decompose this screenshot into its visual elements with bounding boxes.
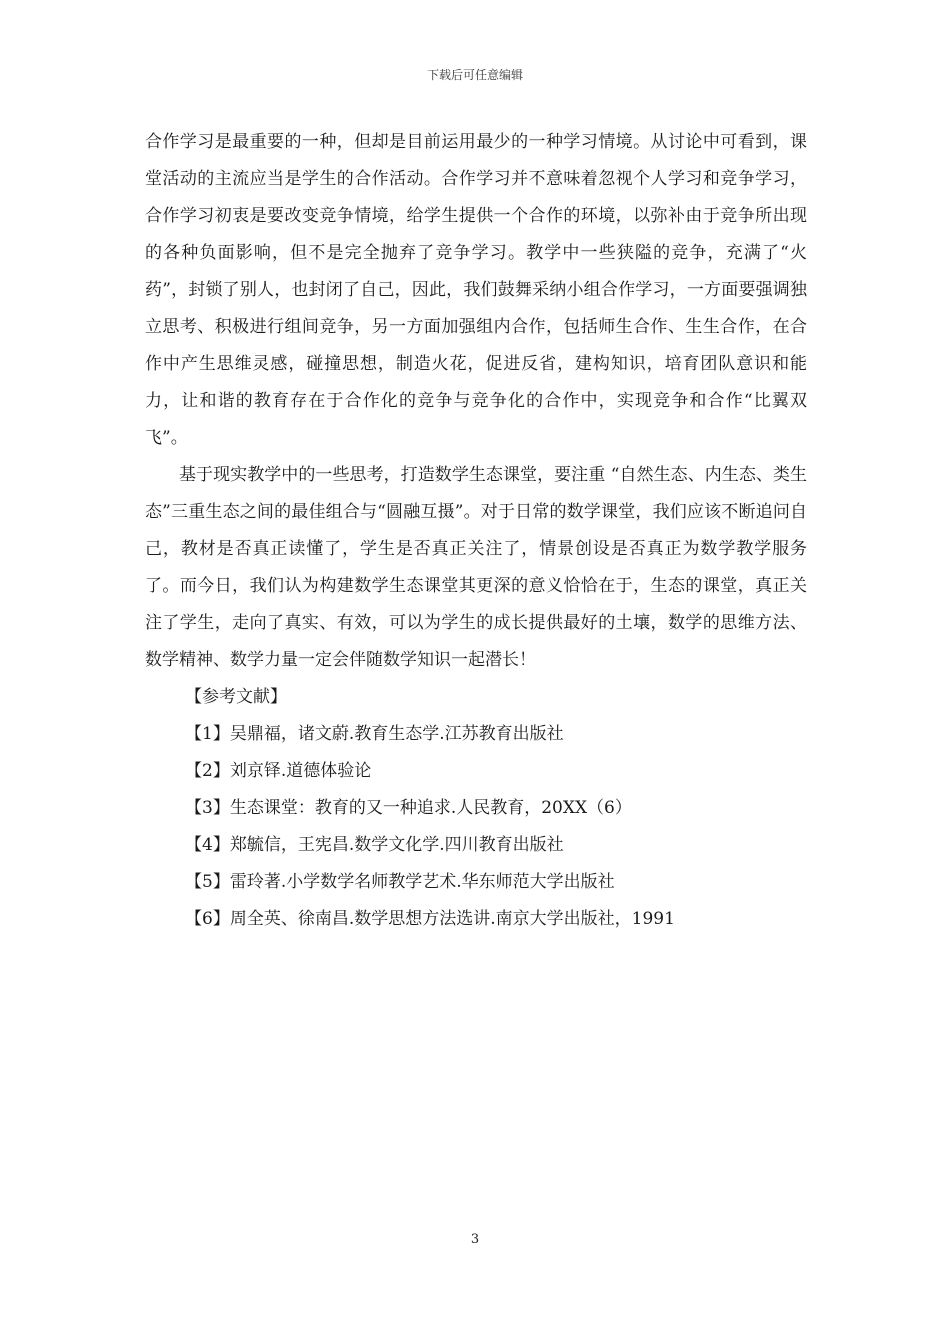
reference-item-6: 【6】周全英、徐南昌.数学思想方法选讲.南京大学出版社，1991 [185, 909, 675, 929]
reference-item-1: 【1】吴鼎福，诸文蔚.教育生态学.江苏教育出版社 [185, 724, 564, 744]
page-number: 3 [470, 1232, 480, 1247]
reference-item-2: 【2】刘京铎.道德体验论 [185, 761, 372, 781]
body-paragraph-2: 基于现实教学中的一些思考，打造数学生态课堂，要注重 “自然生态、内生态、类生态”三重生态之间的最佳组合与“圆融互摄”。对于日常的数学课堂，我们应该不断追问自己，教材是否真正读懂了，学生是否真正关注了，情景创设是否真正为数学教学服务了。而今日，我们认为构建数学生态课堂其更深的意义恰恰在于，生态的课堂，真正关注了学生，走向了真实、有效，可以为学生的成长提供最好的土壤，数学的思维方法、数学精神、数学力量一定会伴随数学知识一起潜长！ [145, 465, 807, 670]
references-section [145, 679, 807, 938]
reference-item-5: 【5】雷玲著.小学数学名师教学艺术.华东师范大学出版社 [185, 872, 615, 892]
body-paragraph-1: 合作学习是最重要的一种，但却是目前运用最少的一种学习情境。从讨论中可看到，课堂活动的主流应当是学生的合作活动。合作学习并不意味着忽视个人学习和竞争学习，合作学习初衷是要改变竞争情境，给学生提供一个合作的环境，以弥补由于竞争所出现的各种负面影响，但不是完全抛弃了竞争学习。教学中一些狭隘的竞争，充满了“火药”，封锁了别人，也封闭了自己，因此，我们鼓舞采纳小组合作学习，一方面要强调独立思考、积极进行组间竞争，另一方面加强组内合作，包括师生合作、生生合作，在合作中产生思维灵感，碰撞思想，制造火花，促进反省，建构知识，培育团队意识和能力，让和谐的教育存在于合作化的竞争与竞争化的合作中，实现竞争和合作“比翼双飞”。 [145, 132, 807, 448]
reference-item-4: 【4】郑毓信，王宪昌.数学文化学.四川教育出版社 [185, 835, 564, 855]
reference-item-3: 【3】生态课堂：教育的又一种追求.人民教育，20XX（6） [185, 798, 632, 818]
document-body [145, 124, 807, 938]
references-title: 【参考文献】 [185, 687, 287, 707]
page-header: 下载后可任意编辑 [426, 68, 523, 82]
